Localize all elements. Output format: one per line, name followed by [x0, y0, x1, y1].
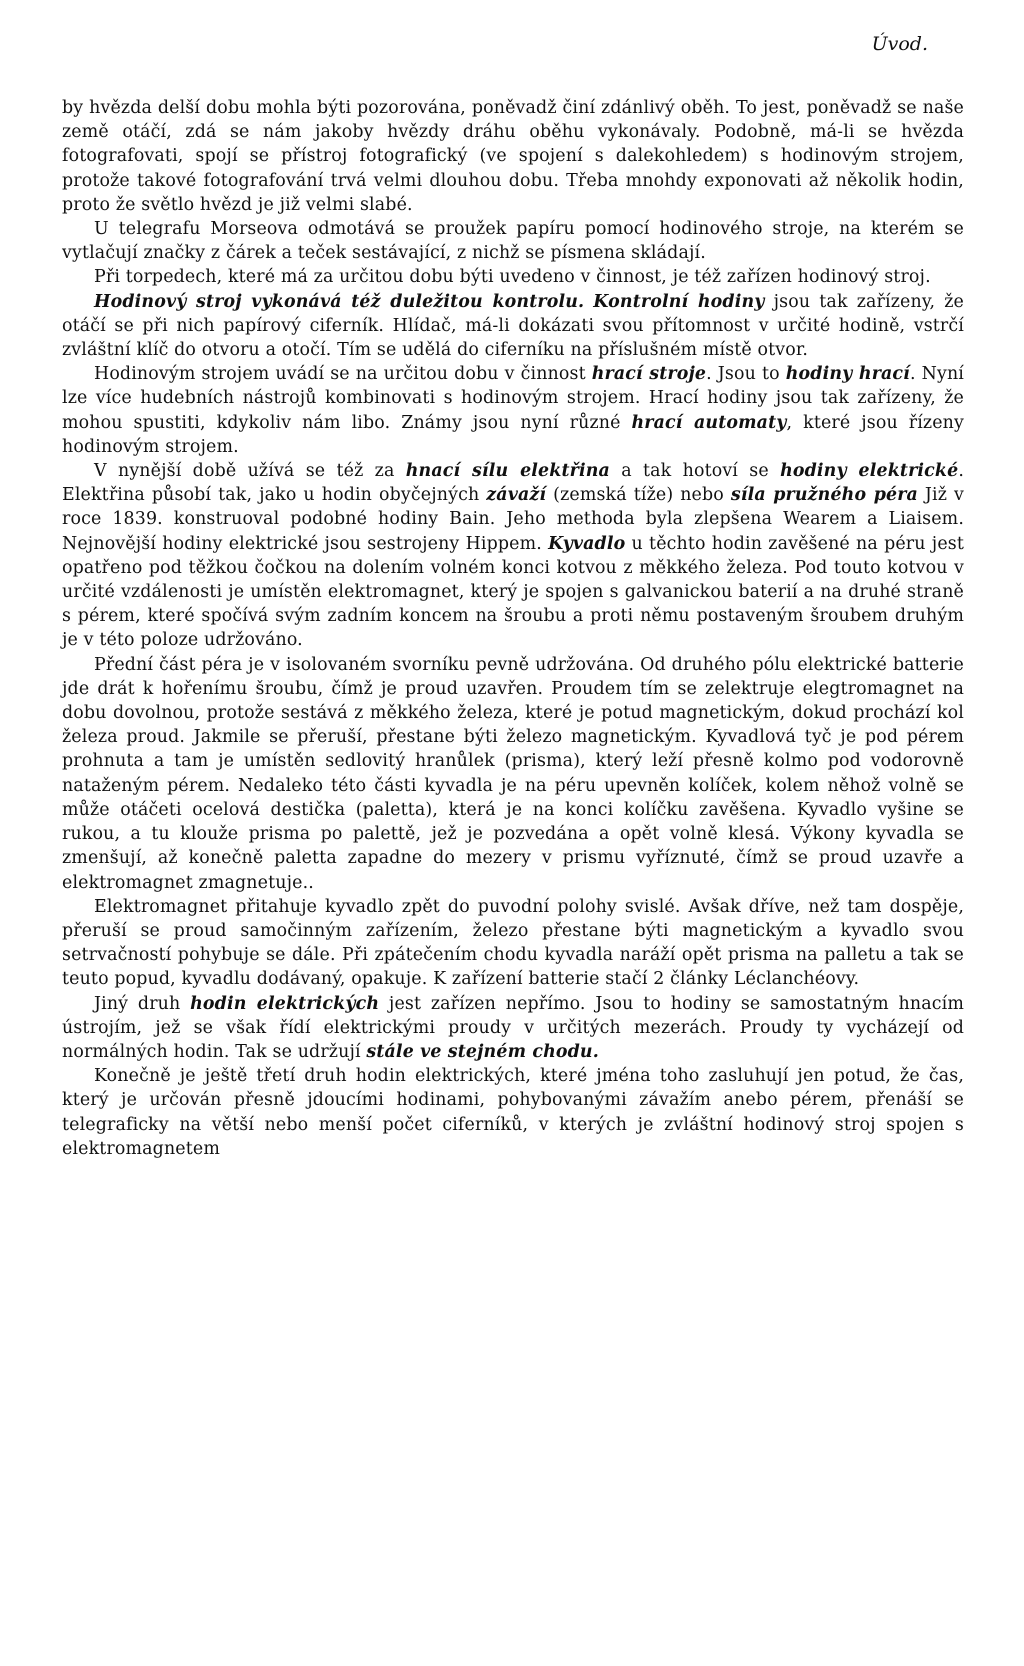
emphasis-text: hrací automaty — [631, 412, 787, 433]
text-run: Jiný druh — [94, 993, 191, 1014]
text-run: u těchto hodin zavěšené na péru jest opatřeno pod těžkou čočkou na dolením volném konci kotvou z měkkého železa. Pod touto kotvou v určité vzdálenosti je umístěn elektromagnet, který je spojen s galvanickou baterií a na druhé straně s pérem, které spočívá svým zadním koncem na šroubu a proti němu postaveným šroubem druhým je v této poloze udržováno. — [62, 533, 964, 651]
text-run: . Nyní lze více hudebních nástrojů kombinovati s hodinovým strojem. Hrací hodiny jsou tak zařízeny, že mohou spustiti, kdykoliv nám libo. Známy jsou nyní různé — [62, 364, 965, 433]
emphasis-text: Kyvadlo — [548, 533, 626, 554]
paragraph — [62, 96, 964, 217]
paragraph — [62, 1064, 964, 1161]
text-run: . Jsou to — [706, 364, 786, 385]
text-run: Již v roce 1839. konstruoval podobné hodiny Bain. Jeho methoda byla zlepšena Wearem a Liaisem. Nejnovější hodiny elektrické jsou sestrojeny Hippem. — [62, 485, 965, 554]
emphasis-text: Kontrolní hodiny — [593, 291, 765, 312]
emphasis-text: hodin elektrických — [190, 993, 380, 1014]
paragraph — [62, 265, 964, 289]
text-run: . Elektřina působí tak, jako u hodin obyčejných — [62, 461, 964, 506]
paragraph — [62, 217, 964, 265]
emphasis-text: stále ve stejném chodu. — [366, 1041, 599, 1062]
text-run: jest zařízen nepřímo. Jsou to hodiny se samostatným hnacím ústrojím, jež se však řídí elektrickými proudy v určitých mezerách. Proudy ty vycházejí od normálných hodin. Tak se udržují — [62, 993, 964, 1062]
text-run: a tak hotoví se — [609, 461, 781, 482]
text-run: Elektromagnet přitahuje kyvadlo zpět do puvodní polohy svislé. Avšak dříve, než tam dospěje, přeruší se proud samočinným zařízením, železo přestane býti magnetickým a kyvadlo svou setrvačností pohybuje se dále. Při zpátečením chodu kyvadla naráží opět prisma na palletu a tak se teuto popud, kyvadlu dodávaný, opakuje. K zařízení batterie stačí 2 články Léclanchéovy. — [62, 896, 964, 990]
text-run: jsou tak zařízeny, že otáčí se při nich papírový ciferník. Hlídač, má-li dokázati svou přítomnost v určité hodině, vstrčí zvláštní klíč do otvoru a otočí. Tím se udělá do ciferníku na příslušném místě otvor. — [62, 291, 964, 361]
emphasis-text: závaží — [486, 485, 547, 506]
paragraph — [62, 895, 964, 992]
emphasis-text: Hodinový stroj vykonává též duležitou kontrolu. — [94, 291, 585, 312]
emphasis-text: hodiny hrací — [785, 364, 910, 385]
text-run: by hvězda delší dobu mohla býti pozorována, poněvadž činí zdánlivý oběh. To jest, poněvadž se naše země otáčí, zdá se nám jakoby hvězdy dráhu oběhu vykonávaly. Podobně, má-li se hvězda fotografovati, spojí se přístroj fotografický (ve spojení s dalekohledem) s hodinovým strojem, protože takové fotografování trvá velmi dlouhou dobu. Třeba mnohdy exponovati až několik hodin, proto že světlo hvězd je již velmi slabé. — [62, 98, 964, 215]
paragraph — [62, 290, 964, 363]
emphasis-text: hnací sílu elektřina — [405, 461, 610, 482]
text-run: , které jsou řízeny hodinovým strojem. — [62, 412, 965, 457]
paragraph — [62, 362, 964, 459]
emphasis-text: hrací stroje — [591, 364, 707, 385]
text-run: Hodinovým strojem uvádí se na určitou dobu v činnost — [94, 364, 592, 385]
text-run: V nynější době užívá se též za — [94, 461, 406, 482]
text-run: Při torpedech, které má za určitou dobu býti uvedeno v činnost, je též zařízen hodinový stroj. — [94, 267, 931, 288]
text-run — [584, 292, 593, 312]
text-run: Konečně je ještě třetí druh hodin elektrických, které jména toho zasluhují jen potud, že čas, který je určován přesně jdoucími hodinami, pohybovanými závažím anebo pérem, přenáší se telegraficky na větší nebo menší počet ciferníků, v kterých je zvláštní hodinový stroj spojen s elektromagnetem — [62, 1066, 964, 1159]
text-run: U telegrafu Morseova odmotává se proužek papíru pomocí hodinového stroje, na kterém se vytlačují značky z čárek a teček sestávající, z nichž se písmena skládají. — [62, 219, 964, 264]
paragraph — [62, 992, 964, 1065]
text-run: (zemská tíže) nebo — [546, 485, 731, 506]
body-text — [62, 96, 964, 1161]
emphasis-text: síla pružného péra — [730, 485, 918, 506]
emphasis-text: hodiny elektrické — [780, 461, 959, 482]
running-head: Úvod. — [871, 33, 928, 55]
text-run: Přední část péra je v isolovaném svorníku pevně udržována. Od druhého pólu elektrické batterie jde drát k hořenímu šroubu, čímž je proud uzavřen. Proudem tím se zelektruje elegtromagnet na dobu dovolnou, protože sestává z měkkého železa, které je potud magnetickým, dokud prochází kol železa proud. Jakmile se přeruší, přestane býti železo magnetickým. Kyvadlová tyč je pod pérem prohnuta a tam je umístěn sedlovitý hranůlek (prisma), který leží přesně kolmo pod vodorovně nataženým pérem. Nedaleko této části kyvadla je na péru upevněn kolíček, kolem něhož volně se může otáčeti ocelová destička (paletta), která je na konci kolíčku zavěšena. Kyvadlo vyšine se rukou, a tu klouže prisma po palettě, jež je pozvedána a opět volně klesá. Výkony kyvadla se zmenšují, až konečně paletta zapadne do mezery v prismu vyříznuté, čímž se proud uzavře a elektromagnet zmagnetuje.. — [62, 654, 964, 893]
paragraph — [62, 459, 964, 653]
paragraph — [62, 653, 964, 895]
